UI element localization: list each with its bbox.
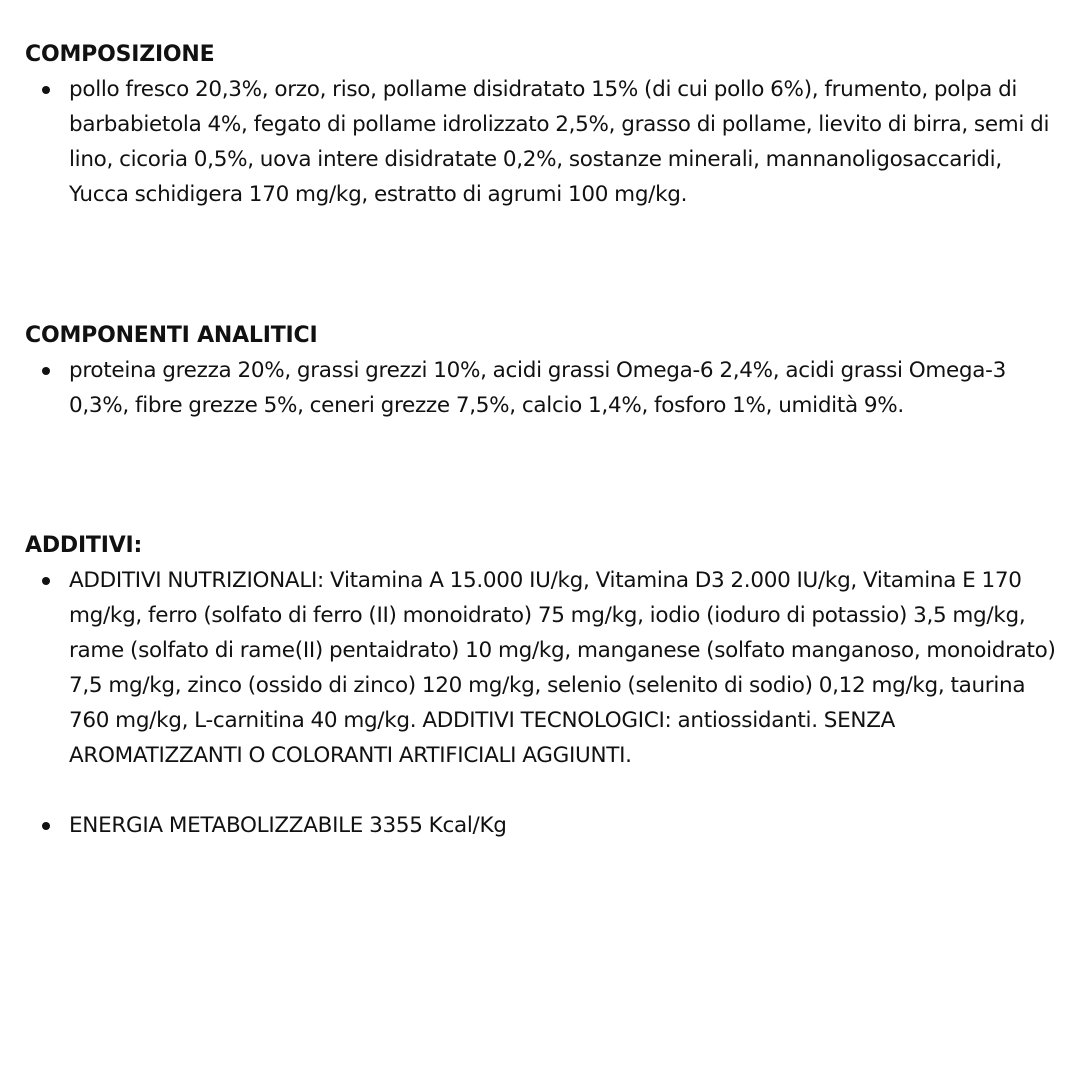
list-item-text: pollo fresco 20,3%, orzo, riso, pollame disidratato 15% (di cui pollo 6%), frumento, polpa di barbabietola 4%, fegato di pollame idrolizzato 2,5%, grasso di pollame, lievito di birra, semi di lino, cicoria 0,5%, uova intere disidratate 0,2%, sostanze minerali, mannanoligosaccaridi, Yucca schidigera 170 mg/kg, estratto di agrumi 100 mg/kg. — [69, 77, 1050, 207]
analytical-components-heading: COMPONENTI ANALITICI — [25, 323, 318, 348]
bullet-dot-icon — [42, 577, 50, 585]
composition-heading: COMPOSIZIONE — [25, 42, 215, 67]
bullet-dot-icon — [42, 86, 50, 94]
composition-list — [25, 72, 1065, 212]
bullet-dot-icon — [42, 367, 50, 375]
additives-section — [25, 528, 1065, 843]
composition-section — [25, 37, 1065, 212]
list-item — [25, 72, 1065, 212]
additives-list — [25, 563, 1065, 843]
bullet-dot-icon — [42, 822, 50, 830]
list-item — [25, 563, 1065, 773]
list-item-text: proteina grezza 20%, grassi grezzi 10%, acidi grassi Omega-6 2,4%, acidi grassi Omega-3 0,3%, fibre grezze 5%, ceneri grezze 7,5%, calcio 1,4%, fosforo 1%, umidità 9%. — [69, 358, 1006, 418]
list-item — [25, 353, 1065, 423]
list-item — [25, 808, 1065, 843]
list-item-text: ENERGIA METABOLIZZABILE 3355 Kcal/Kg — [69, 813, 507, 838]
analytical-components-section — [25, 318, 1065, 423]
additives-heading: ADDITIVI: — [25, 533, 143, 558]
list-item-text: ADDITIVI NUTRIZIONALI: Vitamina A 15.000 IU/kg, Vitamina D3 2.000 IU/kg, Vitamina E 170 mg/kg, ferro (solfato di ferro (II) monoidrato) 75 mg/kg, iodio (ioduro di potassio) 3,5 mg/kg, rame (solfato di rame(II) pentaidrato) 10 mg/kg, manganese (solfato manganoso, monoidrato) 7,5 mg/kg, zinco (ossido di zinco) 120 mg/kg, selenio (selenito di sodio) 0,12 mg/kg, taurina 760 mg/kg, L-carnitina 40 mg/kg. ADDITIVI TECNOLOGICI: antiossidanti. SENZA AROMATIZZANTI O COLORANTI ARTIFICIALI AGGIUNTI. — [69, 568, 1056, 768]
analytical-components-list — [25, 353, 1065, 423]
